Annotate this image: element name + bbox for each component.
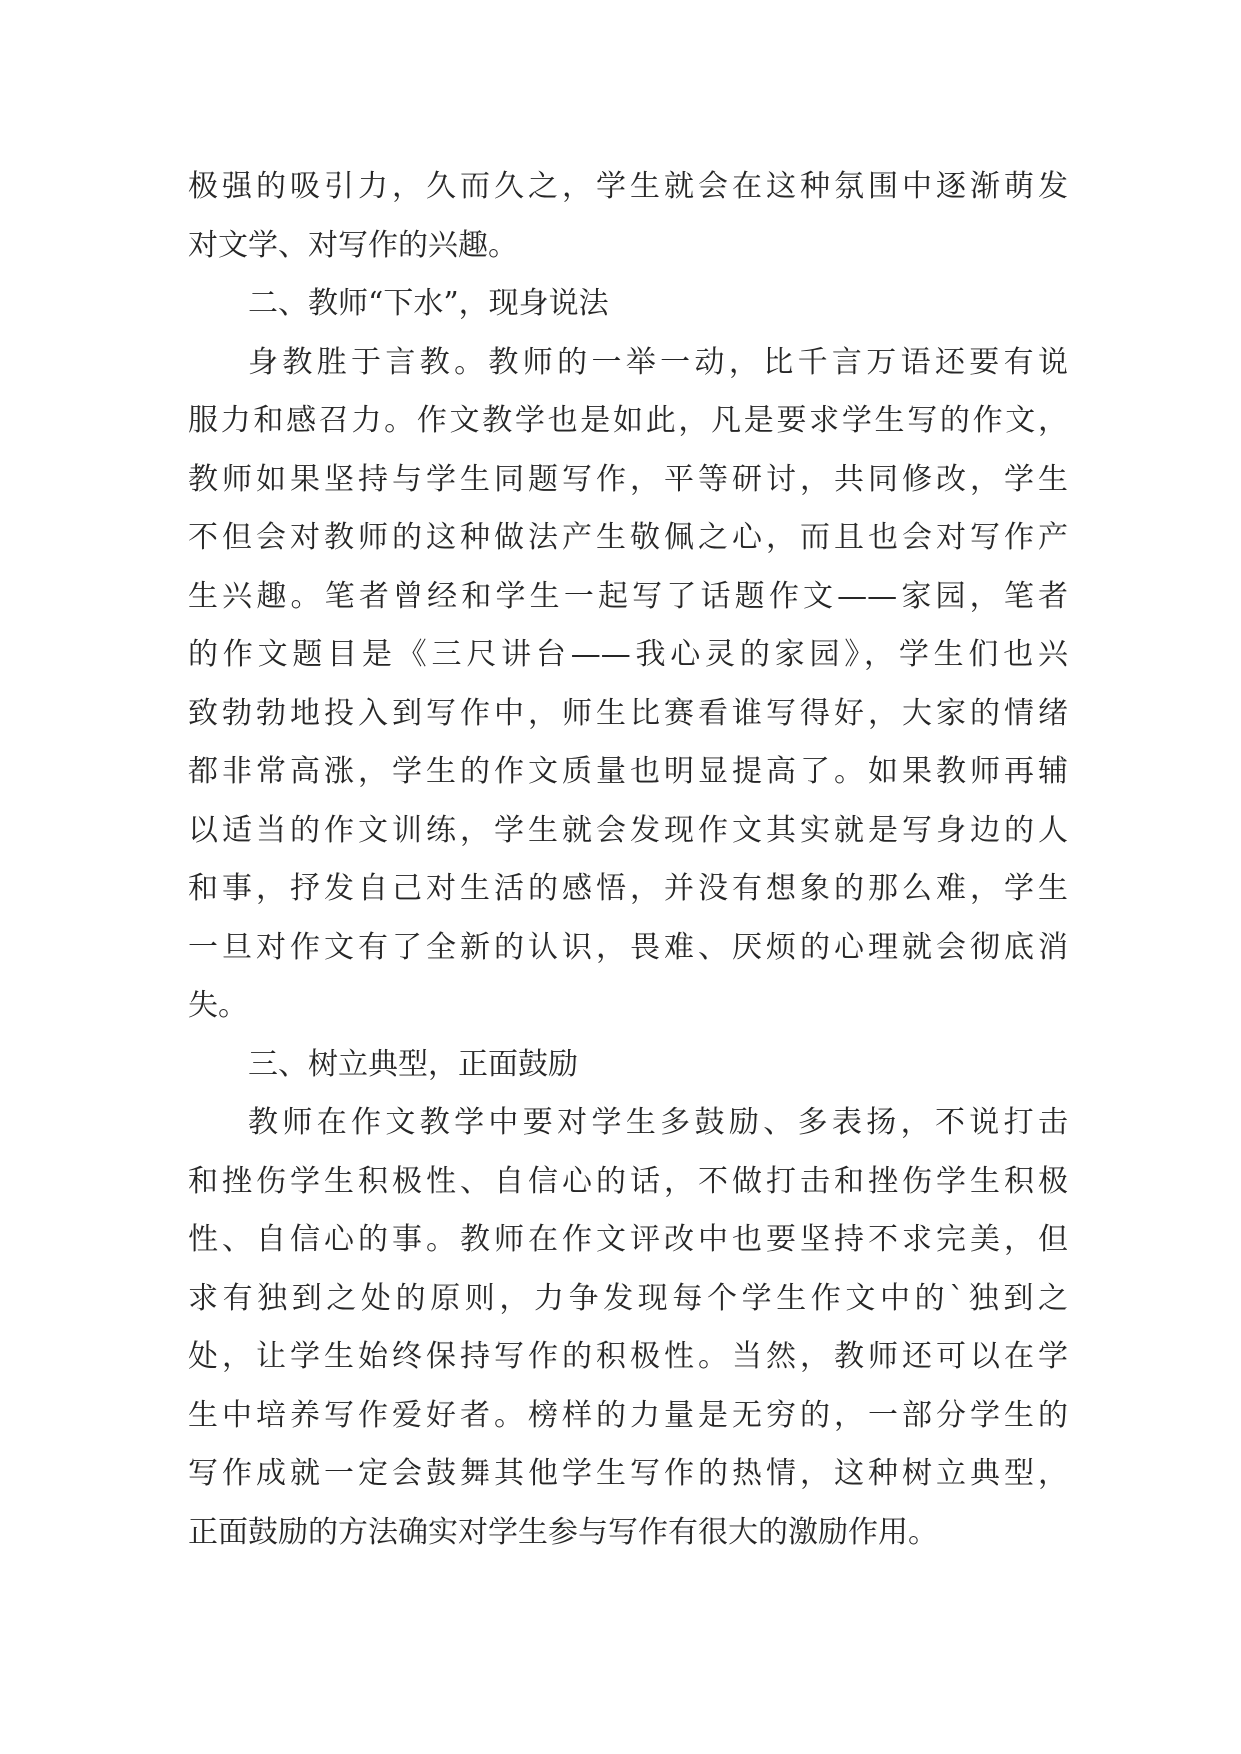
- text-line: 都非常高涨，学生的作文质量也明显提高了。如果教师再辅: [188, 754, 1068, 789]
- text-line: 致勃勃地投入到写作中，师生比赛看谁写得好，大家的情绪: [188, 695, 1068, 731]
- text-line: 服力和感召力。作文教学也是如此，凡是要求学生写的作文，: [188, 403, 1068, 438]
- text-line: 失。: [188, 988, 248, 1023]
- text-line: 生中培养写作爱好者。榜样的力量是无穷的，一部分学生的: [188, 1397, 1068, 1433]
- text-line: 身教胜于言教。教师的一举一动，比千言万语还要有说: [248, 344, 1068, 380]
- text-line: 求有独到之处的原则，力争发现每个学生作文中的`独到之: [188, 1280, 1068, 1316]
- text-line: 和挫伤学生积极性、自信心的话，不做打击和挫伤学生积极: [188, 1163, 1068, 1199]
- text-line: 和事，抒发自己对生活的感悟，并没有想象的那么难，学生: [188, 871, 1068, 906]
- text-line: 处，让学生始终保持写作的积极性。当然，教师还可以在学: [188, 1339, 1068, 1374]
- text-line: 正面鼓励的方法确实对学生参与写作有很大的激励作用。: [188, 1514, 938, 1550]
- document-body: [188, 158, 1068, 1562]
- text-line: 不但会对教师的这种做法产生敬佩之心，而且也会对写作产: [188, 520, 1068, 555]
- text-line: 一旦对作文有了全新的认识，畏难、厌烦的心理就会彻底消: [188, 929, 1068, 965]
- text-line: 写作成就一定会鼓舞其他学生写作的热情，这种树立典型，: [188, 1456, 1068, 1491]
- text-line: 极强的吸引力，久而久之，学生就会在这种氛围中逐渐萌发: [188, 169, 1068, 204]
- text-line: 教师如果坚持与学生同题写作，平等研讨，共同修改，学生: [188, 461, 1068, 497]
- text-line: 教师在作文教学中要对学生多鼓励、多表扬，不说打击: [248, 1105, 1068, 1140]
- text-line: 的作文题目是《三尺讲台——我心灵的家园》，学生们也兴: [188, 637, 1068, 672]
- text-line: 三、树立典型，正面鼓励: [248, 1046, 578, 1082]
- text-line: 生兴趣。笔者曾经和学生一起写了话题作文——家园，笔者: [188, 578, 1068, 614]
- text-line: 对文学、对写作的兴趣。: [188, 227, 518, 263]
- text-line: 以适当的作文训练，学生就会发现作文其实就是写身边的人: [188, 812, 1068, 848]
- text-line: 性、自信心的事。教师在作文评改中也要坚持不求完美，但: [188, 1222, 1068, 1257]
- text-line: 二、教师“下水”，现身说法: [248, 286, 609, 321]
